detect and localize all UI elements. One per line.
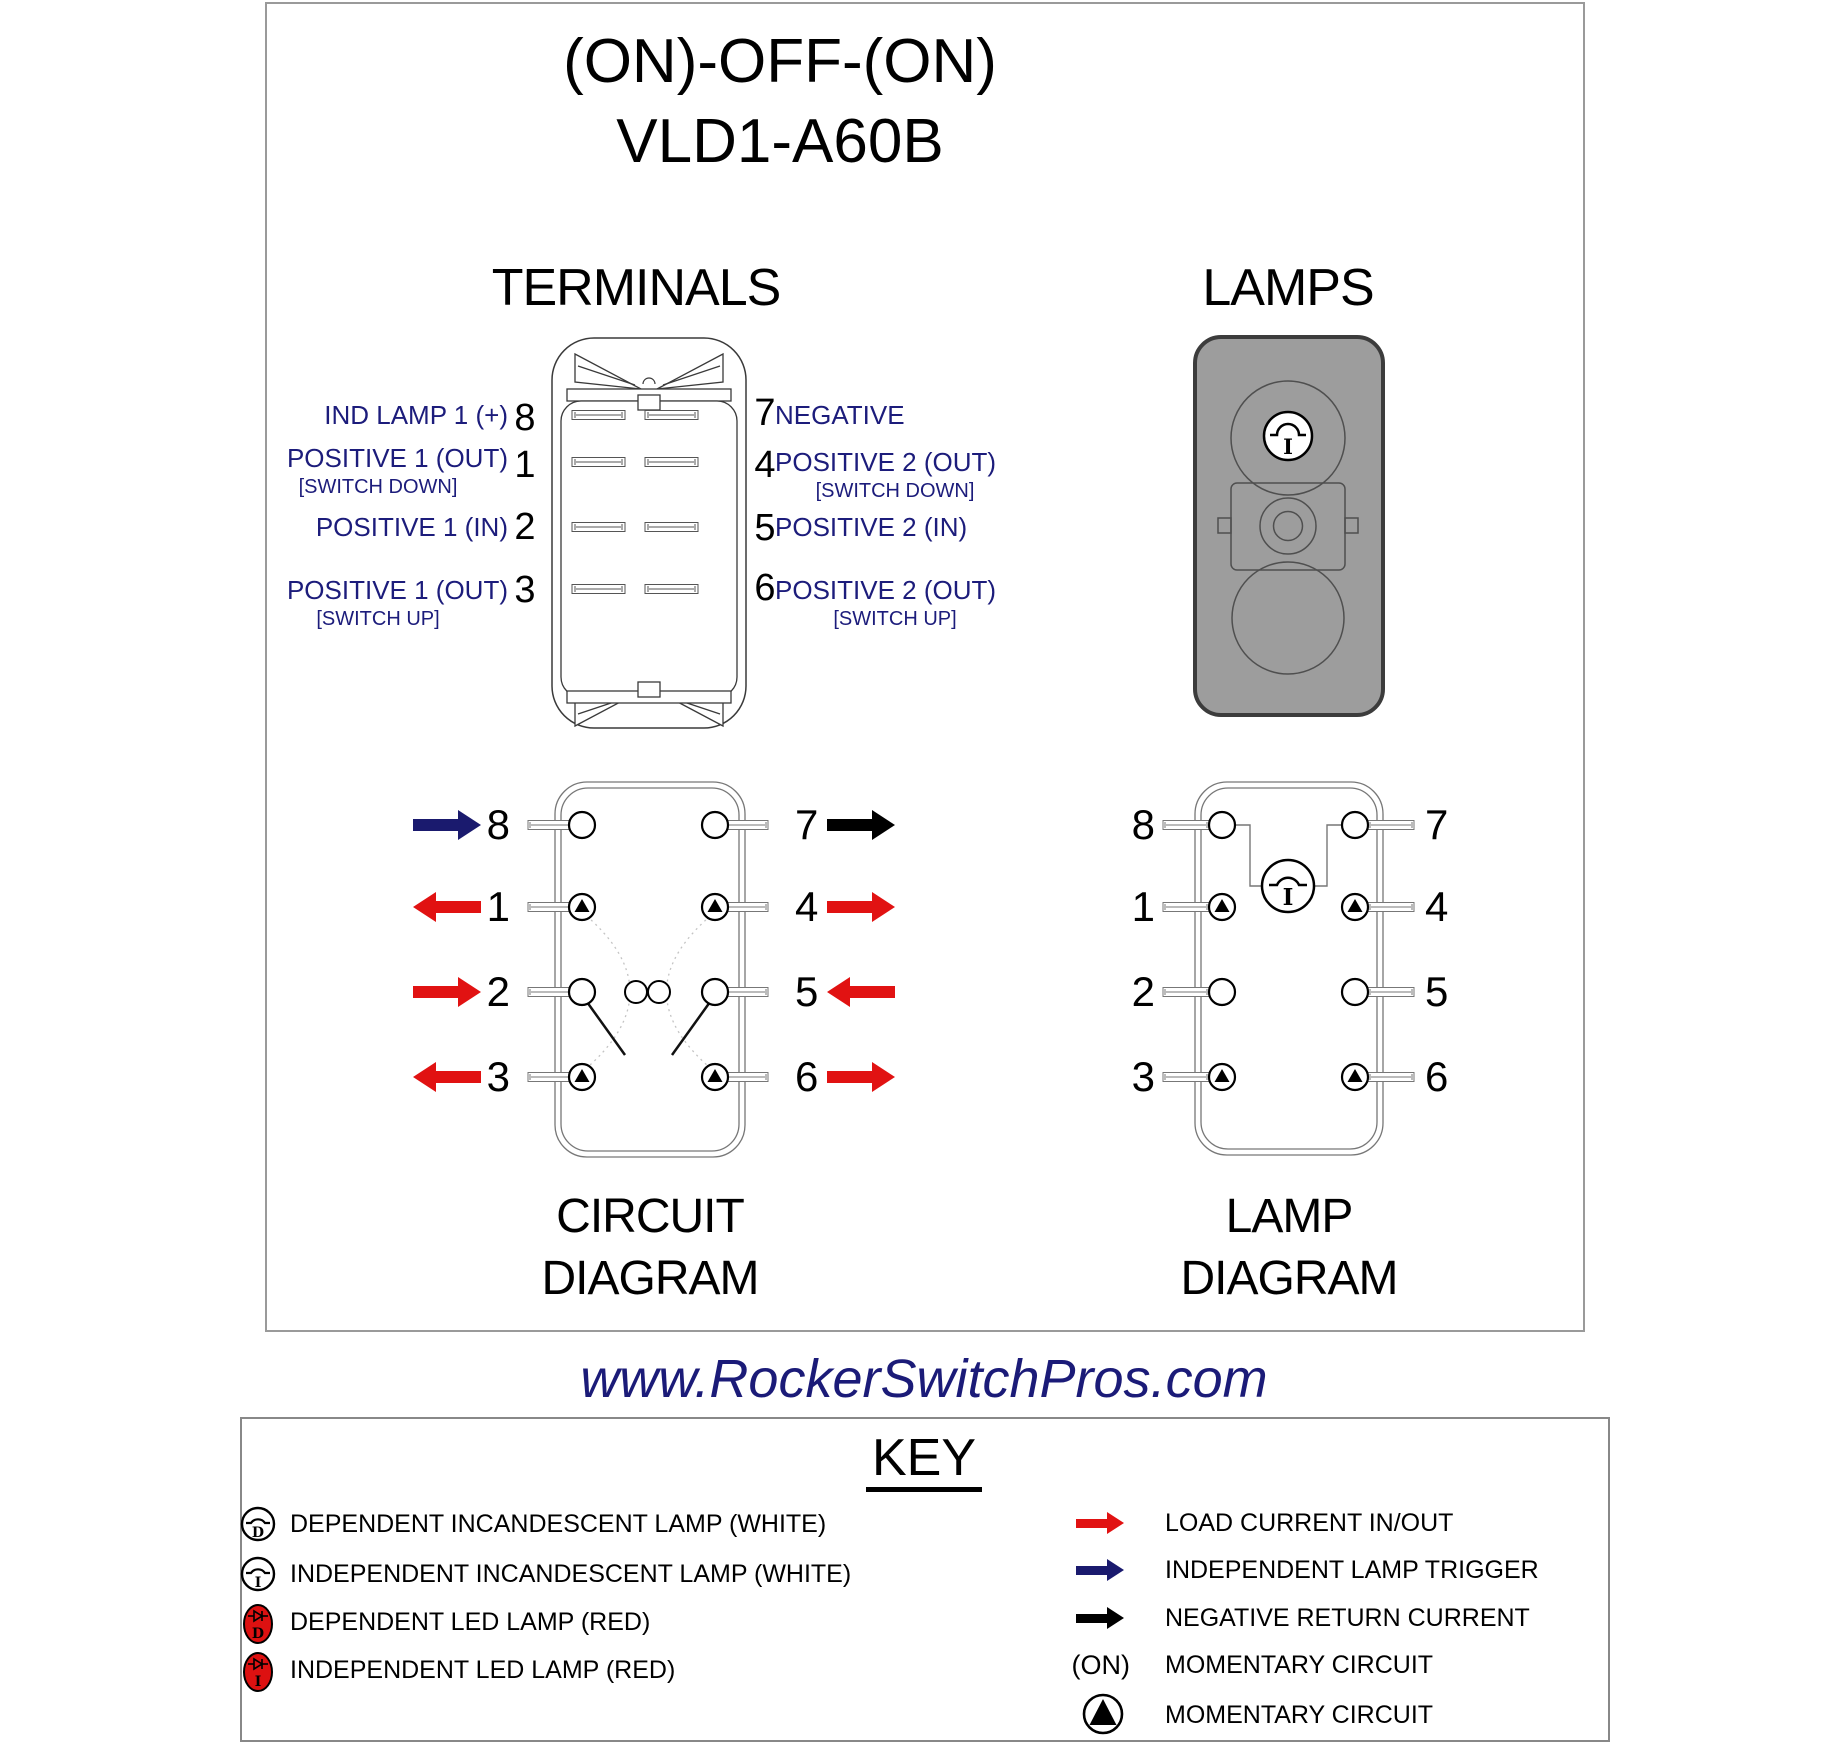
- common-contact-left: [625, 981, 647, 1003]
- lamps-housing-drawing: [1190, 333, 1390, 723]
- terminal-label-7: NEGATIVE: [775, 400, 905, 430]
- key-item-label: INDEPENDENT LAMP TRIGGER: [1165, 1556, 1539, 1584]
- lamp-pin-number-7: 7: [1425, 801, 1449, 848]
- circuit-pin-number-2: 2: [486, 968, 510, 1015]
- contact-pin8: [569, 812, 595, 838]
- key-item-label: MOMENTARY CIRCUIT: [1165, 1701, 1434, 1729]
- lamp-pin-number-4: 4: [1425, 883, 1449, 930]
- load-current-out-arrow-pin4: [827, 892, 895, 922]
- terminal-label-8: IND LAMP 1 (+): [324, 400, 508, 430]
- switch-function-title: (ON)-OFF-(ON): [563, 27, 997, 96]
- key-item-label: DEPENDENT LED LAMP (RED): [290, 1608, 651, 1636]
- contact-pin7: [702, 812, 728, 838]
- switch-model-title: VLD1-A60B: [616, 107, 944, 176]
- key-item-label: MOMENTARY CIRCUIT: [1165, 1651, 1434, 1679]
- load-current-out-arrow-pin6: [827, 1062, 895, 1092]
- independent-incandescent-lamp-icon: [1264, 412, 1312, 460]
- independent-incandescent-lamp-icon: [1262, 860, 1314, 912]
- red-arrow-icon: [1076, 1512, 1124, 1534]
- terminal-label-4: POSITIVE 2 (OUT): [775, 447, 997, 477]
- circuit-pin-number-8: 8: [486, 801, 510, 848]
- momentary-contact-pin6: [702, 1064, 728, 1090]
- circuit-diagram-caption: CIRCUIT DIAGRAM: [541, 1190, 759, 1305]
- independent-lamp-trigger-arrow-pin8: [413, 810, 481, 840]
- terminal-label-1: POSITIVE 1 (OUT): [286, 443, 508, 473]
- negative-return-arrow-pin7: [827, 810, 895, 840]
- independent-incandescent-lamp-icon: [238, 1554, 278, 1594]
- circuit-pin-number-1: 1: [486, 883, 510, 930]
- load-current-out-arrow-pin1: [413, 892, 481, 922]
- svg-text:I: I: [254, 1674, 262, 1690]
- lamp-pin-number-1: 1: [1131, 883, 1155, 930]
- momentary-triangle-icon: [1081, 1692, 1125, 1736]
- svg-text:D: D: [251, 1626, 265, 1642]
- contact-pin7: [1342, 812, 1368, 838]
- circuit-pin-number-4: 4: [795, 883, 819, 930]
- svg-text:I: I: [254, 1575, 262, 1591]
- terminal-number-3: 3: [514, 569, 536, 611]
- terminal-sublabel-4: [SWITCH DOWN]: [815, 480, 975, 502]
- svg-text:D: D: [251, 1525, 265, 1541]
- dependent-incandescent-lamp-icon: [238, 1504, 278, 1544]
- terminal-number-6: 6: [754, 567, 776, 609]
- navy-arrow-icon: [1076, 1559, 1124, 1581]
- contact-pin2: [1209, 979, 1235, 1005]
- circuit-pin-number-5: 5: [795, 968, 819, 1015]
- terminals-switch-drawing: [545, 332, 755, 734]
- key-item-label: NEGATIVE RETURN CURRENT: [1165, 1604, 1530, 1632]
- black-arrow-icon: [1076, 1607, 1124, 1629]
- terminal-sublabel-1: [SWITCH DOWN]: [298, 476, 458, 498]
- contact-pin5: [1342, 979, 1368, 1005]
- circuit-pin-number-7: 7: [795, 801, 819, 848]
- terminal-label-5: POSITIVE 2 (IN): [775, 512, 968, 542]
- lamp-pin-number-5: 5: [1425, 968, 1449, 1015]
- terminal-sublabel-6: [SWITCH UP]: [833, 608, 957, 630]
- terminal-label-6: POSITIVE 2 (OUT): [775, 575, 997, 605]
- terminal-number-8: 8: [514, 397, 536, 439]
- terminal-label-2: POSITIVE 1 (IN): [315, 512, 508, 542]
- dependent-led-lamp-icon: [240, 1602, 276, 1646]
- key-item-label: INDEPENDENT INCANDESCENT LAMP (WHITE): [290, 1560, 852, 1588]
- momentary-contact-pin4: [1342, 894, 1368, 920]
- terminal-label-3: POSITIVE 1 (OUT): [286, 575, 508, 605]
- contact-pin8: [1209, 812, 1235, 838]
- momentary-contact-pin3: [569, 1064, 595, 1090]
- circuit-pin-number-3: 3: [486, 1053, 510, 1100]
- momentary-contact-pin4: [702, 894, 728, 920]
- terminal-number-5: 5: [754, 507, 776, 549]
- contact-pin2: [569, 979, 595, 1005]
- common-contact-right: [648, 981, 670, 1003]
- momentary-contact-pin1: [1209, 894, 1235, 920]
- momentary-contact-pin3: [1209, 1064, 1235, 1090]
- circuit-pin-number-6: 6: [795, 1053, 819, 1100]
- terminals-heading: TERMINALS: [491, 259, 781, 317]
- lamp-diagram-caption: LAMP DIAGRAM: [1180, 1190, 1398, 1305]
- page-title: [430, 22, 1130, 182]
- momentary-contact-pin1: [569, 894, 595, 920]
- svg-text:I: I: [1282, 884, 1294, 911]
- load-current-in-arrow-pin5: [827, 977, 895, 1007]
- lamp-pin-number-8: 8: [1131, 801, 1155, 848]
- terminal-number-7: 7: [754, 392, 776, 434]
- terminal-number-1: 1: [514, 444, 536, 486]
- contact-pin5: [702, 979, 728, 1005]
- momentary-on-symbol: (ON): [1071, 1650, 1130, 1680]
- key-item-label: DEPENDENT INCANDESCENT LAMP (WHITE): [290, 1510, 827, 1538]
- lamp-pin-number-2: 2: [1131, 968, 1155, 1015]
- key-item-label: INDEPENDENT LED LAMP (RED): [290, 1656, 676, 1684]
- independent-led-lamp-icon: [240, 1650, 276, 1694]
- load-current-out-arrow-pin3: [413, 1062, 481, 1092]
- load-current-in-arrow-pin2: [413, 977, 481, 1007]
- key-item-label: LOAD CURRENT IN/OUT: [1165, 1509, 1454, 1537]
- key-heading: KEY: [774, 1428, 1074, 1488]
- lamp-pin-number-3: 3: [1131, 1053, 1155, 1100]
- website-link[interactable]: www.RockerSwitchPros.com: [580, 1349, 1268, 1409]
- terminal-number-2: 2: [514, 506, 536, 548]
- lamp-pin-number-6: 6: [1425, 1053, 1449, 1100]
- terminal-number-4: 4: [754, 444, 776, 486]
- lamps-heading: LAMPS: [1202, 259, 1374, 317]
- svg-text:I: I: [1283, 434, 1293, 459]
- terminal-sublabel-3: [SWITCH UP]: [316, 608, 440, 630]
- momentary-contact-pin6: [1342, 1064, 1368, 1090]
